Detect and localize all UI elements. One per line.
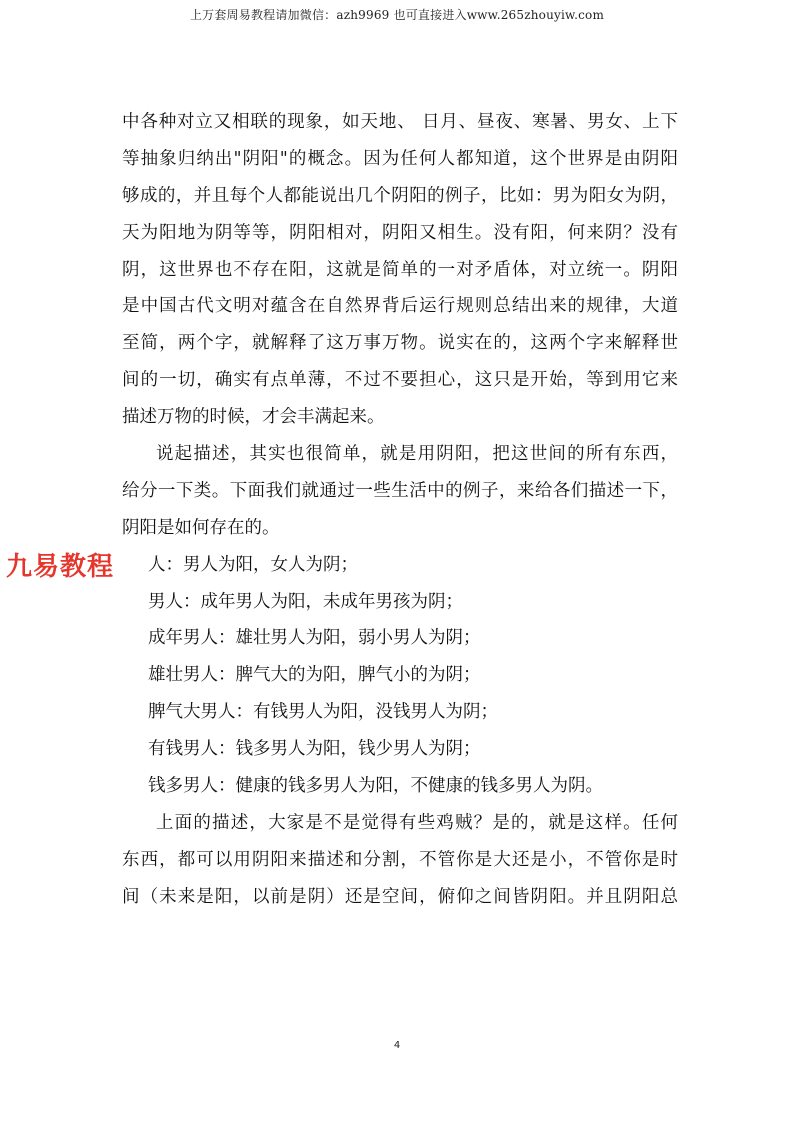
list-item: 人：男人为阳，女人为阴；: [148, 554, 358, 575]
list-item: 雄壮男人：脾气大的为阳，脾气小的为阴；: [148, 665, 481, 686]
text-line: 阴阳是如何存在的。: [122, 517, 280, 538]
text-line: 够成的，并且每个人都能说出几个阴阳的例子，比如：男为阳女为阴，: [122, 185, 678, 206]
text-line: 是中国古代文明对蕴含在自然界背后运行规则总结出来的规律，大道: [122, 296, 678, 317]
text-line: 描述万物的时候，才会丰满起来。: [122, 407, 385, 428]
text-line: 中各种对立又相联的现象，如天地、 日月、昼夜、寒暑、男女、上下: [122, 112, 678, 132]
list-item: 男人：成年男人为阳，未成年男孩为阴；: [148, 591, 463, 612]
watermark-logo: 九易教程: [6, 552, 115, 582]
text-line: 东西，都可以用阴阳来描述和分割，不管你是大还是小，不管你是时: [122, 849, 678, 870]
list-item: 脾气大男人：有钱男人为阳，没钱男人为阴；: [148, 702, 498, 723]
text-line: 说起描述，其实也很简单，就是用阴阳，把这世间的所有东西，: [156, 444, 678, 465]
page-header: 上万套周易教程请加微信：azh9969 也可直接进入www.265zhouyiw.com: [189, 8, 605, 22]
text-line: 间（未来是阳，以前是阴）还是空间，俯仰之间皆阴阳。并且阴阳总: [122, 886, 678, 907]
list-item: 有钱男人：钱多男人为阳，钱少男人为阴；: [148, 739, 481, 760]
text-line: 等抽象归纳出"阴阳"的概念。因为任何人都知道，这个世界是由阴阳: [122, 148, 678, 169]
text-line: 间的一切，确实有点单薄，不过不要担心，这只是开始，等到用它来: [122, 370, 678, 391]
list-item: 成年男人：雄壮男人为阳，弱小男人为阴；: [148, 628, 481, 649]
list-item: 钱多男人：健康的钱多男人为阳，不健康的钱多男人为阴。: [148, 776, 603, 797]
text-line: 至简，两个字，就解释了这万事万物。说实在的，这两个字来解释世: [122, 333, 678, 354]
text-line: 阴，这世界也不存在阳，这就是简单的一对矛盾体，对立统一。阴阳: [122, 259, 678, 280]
text-line: 上面的描述，大家是不是觉得有些鸡贼？是的，就是这样。任何: [156, 812, 678, 833]
body-text: [122, 104, 678, 916]
page-number: 4: [393, 1040, 401, 1051]
text-line: 给分一下类。下面我们就通过一些生活中的例子，来给各们描述一下，: [122, 480, 678, 501]
text-line: 天为阳地为阴等等，阴阳相对，阴阳又相生。没有阳，何来阴？没有: [122, 222, 678, 243]
